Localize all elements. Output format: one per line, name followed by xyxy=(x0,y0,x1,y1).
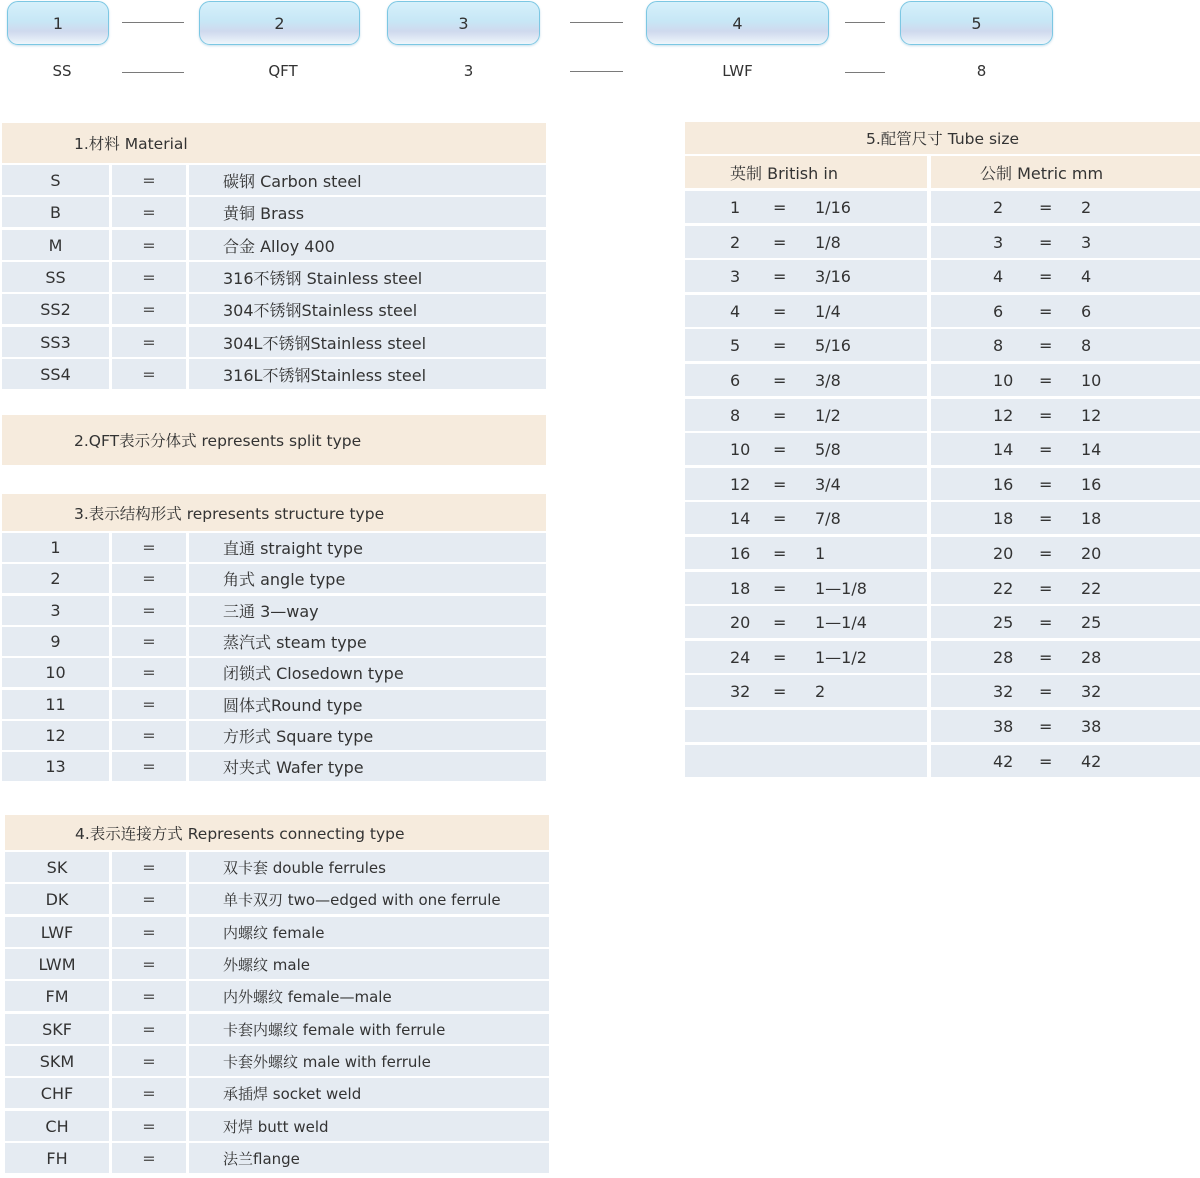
code-cell: 12 xyxy=(2,721,109,750)
metric-code: 6 xyxy=(993,301,1004,321)
code-cell: SKM xyxy=(5,1046,109,1076)
equals-cell: = xyxy=(112,230,186,260)
equals-cell: = xyxy=(112,1014,186,1044)
metric-cell xyxy=(931,675,1200,707)
metric-cell xyxy=(931,260,1200,292)
metric-cell xyxy=(931,399,1200,431)
british-cell xyxy=(685,641,927,673)
equals-cell: = xyxy=(112,197,186,227)
british-column-header: 英制 British in xyxy=(685,156,927,188)
code-cell: 2 xyxy=(2,564,109,593)
code-cell: B xyxy=(2,197,109,227)
equals-sign: = xyxy=(1039,405,1053,425)
british-code: 24 xyxy=(730,647,751,667)
equals-sign: = xyxy=(1039,716,1053,736)
description-cell: 双卡套 double ferrules xyxy=(189,852,549,882)
equals-sign: = xyxy=(1039,232,1053,252)
british-cell xyxy=(685,329,927,361)
code-cell: M xyxy=(2,230,109,260)
british-inch-value: 1—1/4 xyxy=(815,612,867,632)
equals-cell: = xyxy=(112,327,186,357)
metric-code: 18 xyxy=(993,508,1014,528)
description-cell: 内螺纹 female xyxy=(189,917,549,947)
description-cell: 卡套外螺纹 male with ferrule xyxy=(189,1046,549,1076)
british-cell xyxy=(685,502,927,534)
metric-code: 20 xyxy=(993,543,1014,563)
step-box-label: 5 xyxy=(971,13,982,33)
british-inch-value: 1/16 xyxy=(815,197,851,217)
example-code-4: LWF xyxy=(722,62,753,80)
step-box-3 xyxy=(387,1,540,45)
british-code: 2 xyxy=(730,232,741,252)
metric-cell xyxy=(931,329,1200,361)
step-box-label: 2 xyxy=(274,13,285,33)
code-cell: SK xyxy=(5,852,109,882)
step-box-4 xyxy=(646,1,829,45)
description-cell: 蒸汽式 steam type xyxy=(189,627,546,656)
british-code: 1 xyxy=(730,197,741,217)
british-cell xyxy=(685,433,927,465)
british-inch-value: 5/8 xyxy=(815,439,841,459)
british-cell xyxy=(685,399,927,431)
metric-mm-value: 2 xyxy=(1081,197,1092,217)
british-inch-value: 1—1/2 xyxy=(815,647,867,667)
equals-sign: = xyxy=(773,301,787,321)
description-cell: 对夹式 Wafer type xyxy=(189,752,546,781)
connector-dash xyxy=(122,22,184,23)
british-inch-value: 7/8 xyxy=(815,508,841,528)
metric-cell xyxy=(931,710,1200,742)
equals-sign: = xyxy=(1039,301,1053,321)
metric-code: 25 xyxy=(993,612,1014,632)
british-code: 3 xyxy=(730,266,741,286)
british-inch-value: 1—1/8 xyxy=(815,578,867,598)
metric-code: 4 xyxy=(993,266,1004,286)
description-cell: 法兰flange xyxy=(189,1143,549,1173)
code-cell: 13 xyxy=(2,752,109,781)
code-cell: FM xyxy=(5,981,109,1011)
step-box-1 xyxy=(7,1,109,45)
equals-sign: = xyxy=(773,508,787,528)
british-cell xyxy=(685,675,927,707)
metric-cell xyxy=(931,364,1200,396)
metric-mm-value: 10 xyxy=(1081,370,1102,390)
metric-code: 10 xyxy=(993,370,1014,390)
metric-mm-value: 38 xyxy=(1081,716,1102,736)
code-cell: S xyxy=(2,165,109,195)
equals-sign: = xyxy=(1039,439,1053,459)
equals-sign: = xyxy=(773,370,787,390)
equals-sign: = xyxy=(773,232,787,252)
metric-cell xyxy=(931,641,1200,673)
british-cell xyxy=(685,260,927,292)
equals-cell: = xyxy=(112,533,186,562)
british-cell xyxy=(685,191,927,223)
description-cell: 三通 3—way xyxy=(189,596,546,625)
british-code: 5 xyxy=(730,335,741,355)
equals-cell: = xyxy=(112,1078,186,1108)
code-cell: 3 xyxy=(2,596,109,625)
metric-code: 12 xyxy=(993,405,1014,425)
example-code-2: QFT xyxy=(268,62,298,80)
code-cell: 1 xyxy=(2,533,109,562)
step-box-5 xyxy=(900,1,1053,45)
step-box-label: 4 xyxy=(732,13,743,33)
description-cell: 316不锈钢 Stainless steel xyxy=(189,262,546,292)
split-type-note: 2.QFT表示分体式 represents split type xyxy=(2,415,546,465)
equals-cell: = xyxy=(112,165,186,195)
british-inch-value: 1 xyxy=(815,543,826,563)
connector-dash xyxy=(845,22,885,23)
connector-dash xyxy=(570,71,623,72)
description-cell: 对焊 butt weld xyxy=(189,1111,549,1141)
example-code-5: 8 xyxy=(976,62,987,80)
equals-cell: = xyxy=(112,852,186,882)
metric-mm-value: 22 xyxy=(1081,578,1102,598)
example-code-3: 3 xyxy=(463,62,474,80)
equals-cell: = xyxy=(112,596,186,625)
equals-cell: = xyxy=(112,1046,186,1076)
equals-sign: = xyxy=(773,543,787,563)
step-box-label: 1 xyxy=(52,13,64,33)
equals-sign: = xyxy=(1039,578,1053,598)
british-cell xyxy=(685,537,927,569)
british-code: 6 xyxy=(730,370,741,390)
description-cell: 承插焊 socket weld xyxy=(189,1078,549,1108)
equals-cell: = xyxy=(112,262,186,292)
equals-sign: = xyxy=(1039,474,1053,494)
british-cell xyxy=(685,468,927,500)
description-cell: 方形式 Square type xyxy=(189,721,546,750)
description-cell: 内外螺纹 female—male xyxy=(189,981,549,1011)
metric-mm-value: 14 xyxy=(1081,439,1102,459)
metric-cell xyxy=(931,468,1200,500)
metric-mm-value: 28 xyxy=(1081,647,1102,667)
metric-mm-value: 16 xyxy=(1081,474,1102,494)
equals-sign: = xyxy=(1039,508,1053,528)
british-code: 32 xyxy=(730,681,751,701)
british-code: 10 xyxy=(730,439,751,459)
metric-code: 42 xyxy=(993,751,1014,771)
british-inch-value: 1/4 xyxy=(815,301,841,321)
metric-cell xyxy=(931,606,1200,638)
equals-sign: = xyxy=(1039,647,1053,667)
description-cell: 黄铜 Brass xyxy=(189,197,546,227)
connector-dash xyxy=(845,72,885,73)
code-cell: SS3 xyxy=(2,327,109,357)
connecting-table-title: 4.表示连接方式 Represents connecting type xyxy=(5,815,549,850)
equals-cell: = xyxy=(112,949,186,979)
structure-table-title: 3.表示结构形式 represents structure type xyxy=(2,494,546,531)
description-cell: 卡套内螺纹 female with ferrule xyxy=(189,1014,549,1044)
metric-mm-value: 3 xyxy=(1081,232,1092,252)
code-cell: SS xyxy=(2,262,109,292)
british-inch-value: 1/8 xyxy=(815,232,841,252)
description-cell: 304不锈钢Stainless steel xyxy=(189,294,546,324)
description-cell: 合金 Alloy 400 xyxy=(189,230,546,260)
british-inch-value: 2 xyxy=(815,681,826,701)
metric-cell xyxy=(931,745,1200,777)
british-code: 4 xyxy=(730,301,741,321)
metric-mm-value: 20 xyxy=(1081,543,1102,563)
description-cell: 304L不锈钢Stainless steel xyxy=(189,327,546,357)
equals-cell: = xyxy=(112,917,186,947)
metric-mm-value: 25 xyxy=(1081,612,1102,632)
equals-sign: = xyxy=(1039,335,1053,355)
code-cell: SS4 xyxy=(2,359,109,389)
british-inch-value: 3/16 xyxy=(815,266,851,286)
british-cell xyxy=(685,745,927,777)
british-code: 8 xyxy=(730,405,741,425)
equals-cell: = xyxy=(112,690,186,719)
description-cell: 碳钢 Carbon steel xyxy=(189,165,546,195)
equals-sign: = xyxy=(1039,266,1053,286)
equals-cell: = xyxy=(112,884,186,914)
description-cell: 圆体式Round type xyxy=(189,690,546,719)
connector-dash xyxy=(122,72,184,73)
equals-sign: = xyxy=(773,578,787,598)
british-inch-value: 3/4 xyxy=(815,474,841,494)
equals-sign: = xyxy=(773,405,787,425)
british-code: 20 xyxy=(730,612,751,632)
british-inch-value: 5/16 xyxy=(815,335,851,355)
description-cell: 直通 straight type xyxy=(189,533,546,562)
metric-cell xyxy=(931,537,1200,569)
british-cell xyxy=(685,710,927,742)
equals-cell: = xyxy=(112,359,186,389)
code-cell: CH xyxy=(5,1111,109,1141)
tube-size-table-title: 5.配管尺寸 Tube size xyxy=(685,122,1200,154)
british-cell xyxy=(685,606,927,638)
step-box-label: 3 xyxy=(458,13,469,33)
metric-code: 3 xyxy=(993,232,1004,252)
equals-sign: = xyxy=(1039,370,1053,390)
british-code: 18 xyxy=(730,578,751,598)
metric-cell xyxy=(931,572,1200,604)
material-table-title: 1.材料 Material xyxy=(2,123,546,163)
code-cell: FH xyxy=(5,1143,109,1173)
equals-cell: = xyxy=(112,627,186,656)
british-inch-value: 3/8 xyxy=(815,370,841,390)
equals-sign: = xyxy=(773,197,787,217)
metric-cell xyxy=(931,502,1200,534)
metric-mm-value: 18 xyxy=(1081,508,1102,528)
metric-mm-value: 12 xyxy=(1081,405,1102,425)
metric-code: 22 xyxy=(993,578,1014,598)
code-cell: 9 xyxy=(2,627,109,656)
connector-dash xyxy=(570,22,623,23)
british-code: 16 xyxy=(730,543,751,563)
code-cell: DK xyxy=(5,884,109,914)
british-cell xyxy=(685,364,927,396)
british-cell xyxy=(685,295,927,327)
metric-cell xyxy=(931,295,1200,327)
code-cell: LWM xyxy=(5,949,109,979)
equals-sign: = xyxy=(773,439,787,459)
equals-sign: = xyxy=(1039,612,1053,632)
code-cell: SKF xyxy=(5,1014,109,1044)
equals-sign: = xyxy=(1039,543,1053,563)
metric-code: 38 xyxy=(993,716,1014,736)
description-cell: 角式 angle type xyxy=(189,564,546,593)
equals-cell: = xyxy=(112,1143,186,1173)
code-cell: 11 xyxy=(2,690,109,719)
metric-cell xyxy=(931,226,1200,258)
metric-mm-value: 8 xyxy=(1081,335,1092,355)
equals-sign: = xyxy=(1039,681,1053,701)
code-cell: 10 xyxy=(2,658,109,687)
equals-cell: = xyxy=(112,721,186,750)
equals-cell: = xyxy=(112,981,186,1011)
equals-cell: = xyxy=(112,294,186,324)
description-cell: 外螺纹 male xyxy=(189,949,549,979)
metric-mm-value: 6 xyxy=(1081,301,1092,321)
british-cell xyxy=(685,572,927,604)
metric-mm-value: 32 xyxy=(1081,681,1102,701)
example-code-1: SS xyxy=(52,62,72,80)
british-cell xyxy=(685,226,927,258)
equals-sign: = xyxy=(1039,751,1053,771)
metric-cell xyxy=(931,191,1200,223)
description-cell: 单卡双刃 two—edged with one ferrule xyxy=(189,884,549,914)
equals-sign: = xyxy=(773,474,787,494)
equals-sign: = xyxy=(773,647,787,667)
metric-code: 16 xyxy=(993,474,1014,494)
code-cell: CHF xyxy=(5,1078,109,1108)
equals-sign: = xyxy=(1039,197,1053,217)
metric-code: 8 xyxy=(993,335,1004,355)
metric-code: 28 xyxy=(993,647,1014,667)
description-cell: 316L不锈钢Stainless steel xyxy=(189,359,546,389)
equals-sign: = xyxy=(773,681,787,701)
british-code: 12 xyxy=(730,474,751,494)
equals-cell: = xyxy=(112,1111,186,1141)
code-cell: LWF xyxy=(5,917,109,947)
equals-sign: = xyxy=(773,335,787,355)
metric-mm-value: 4 xyxy=(1081,266,1092,286)
metric-mm-value: 42 xyxy=(1081,751,1102,771)
metric-cell xyxy=(931,433,1200,465)
description-cell: 闭锁式 Closedown type xyxy=(189,658,546,687)
equals-cell: = xyxy=(112,658,186,687)
equals-cell: = xyxy=(112,752,186,781)
british-inch-value: 1/2 xyxy=(815,405,841,425)
equals-sign: = xyxy=(773,266,787,286)
equals-sign: = xyxy=(773,612,787,632)
british-code: 14 xyxy=(730,508,751,528)
metric-code: 32 xyxy=(993,681,1014,701)
metric-code: 14 xyxy=(993,439,1014,459)
metric-code: 2 xyxy=(993,197,1004,217)
code-cell: SS2 xyxy=(2,294,109,324)
equals-cell: = xyxy=(112,564,186,593)
step-box-2 xyxy=(199,1,360,45)
metric-column-header: 公制 Metric mm xyxy=(931,156,1200,188)
